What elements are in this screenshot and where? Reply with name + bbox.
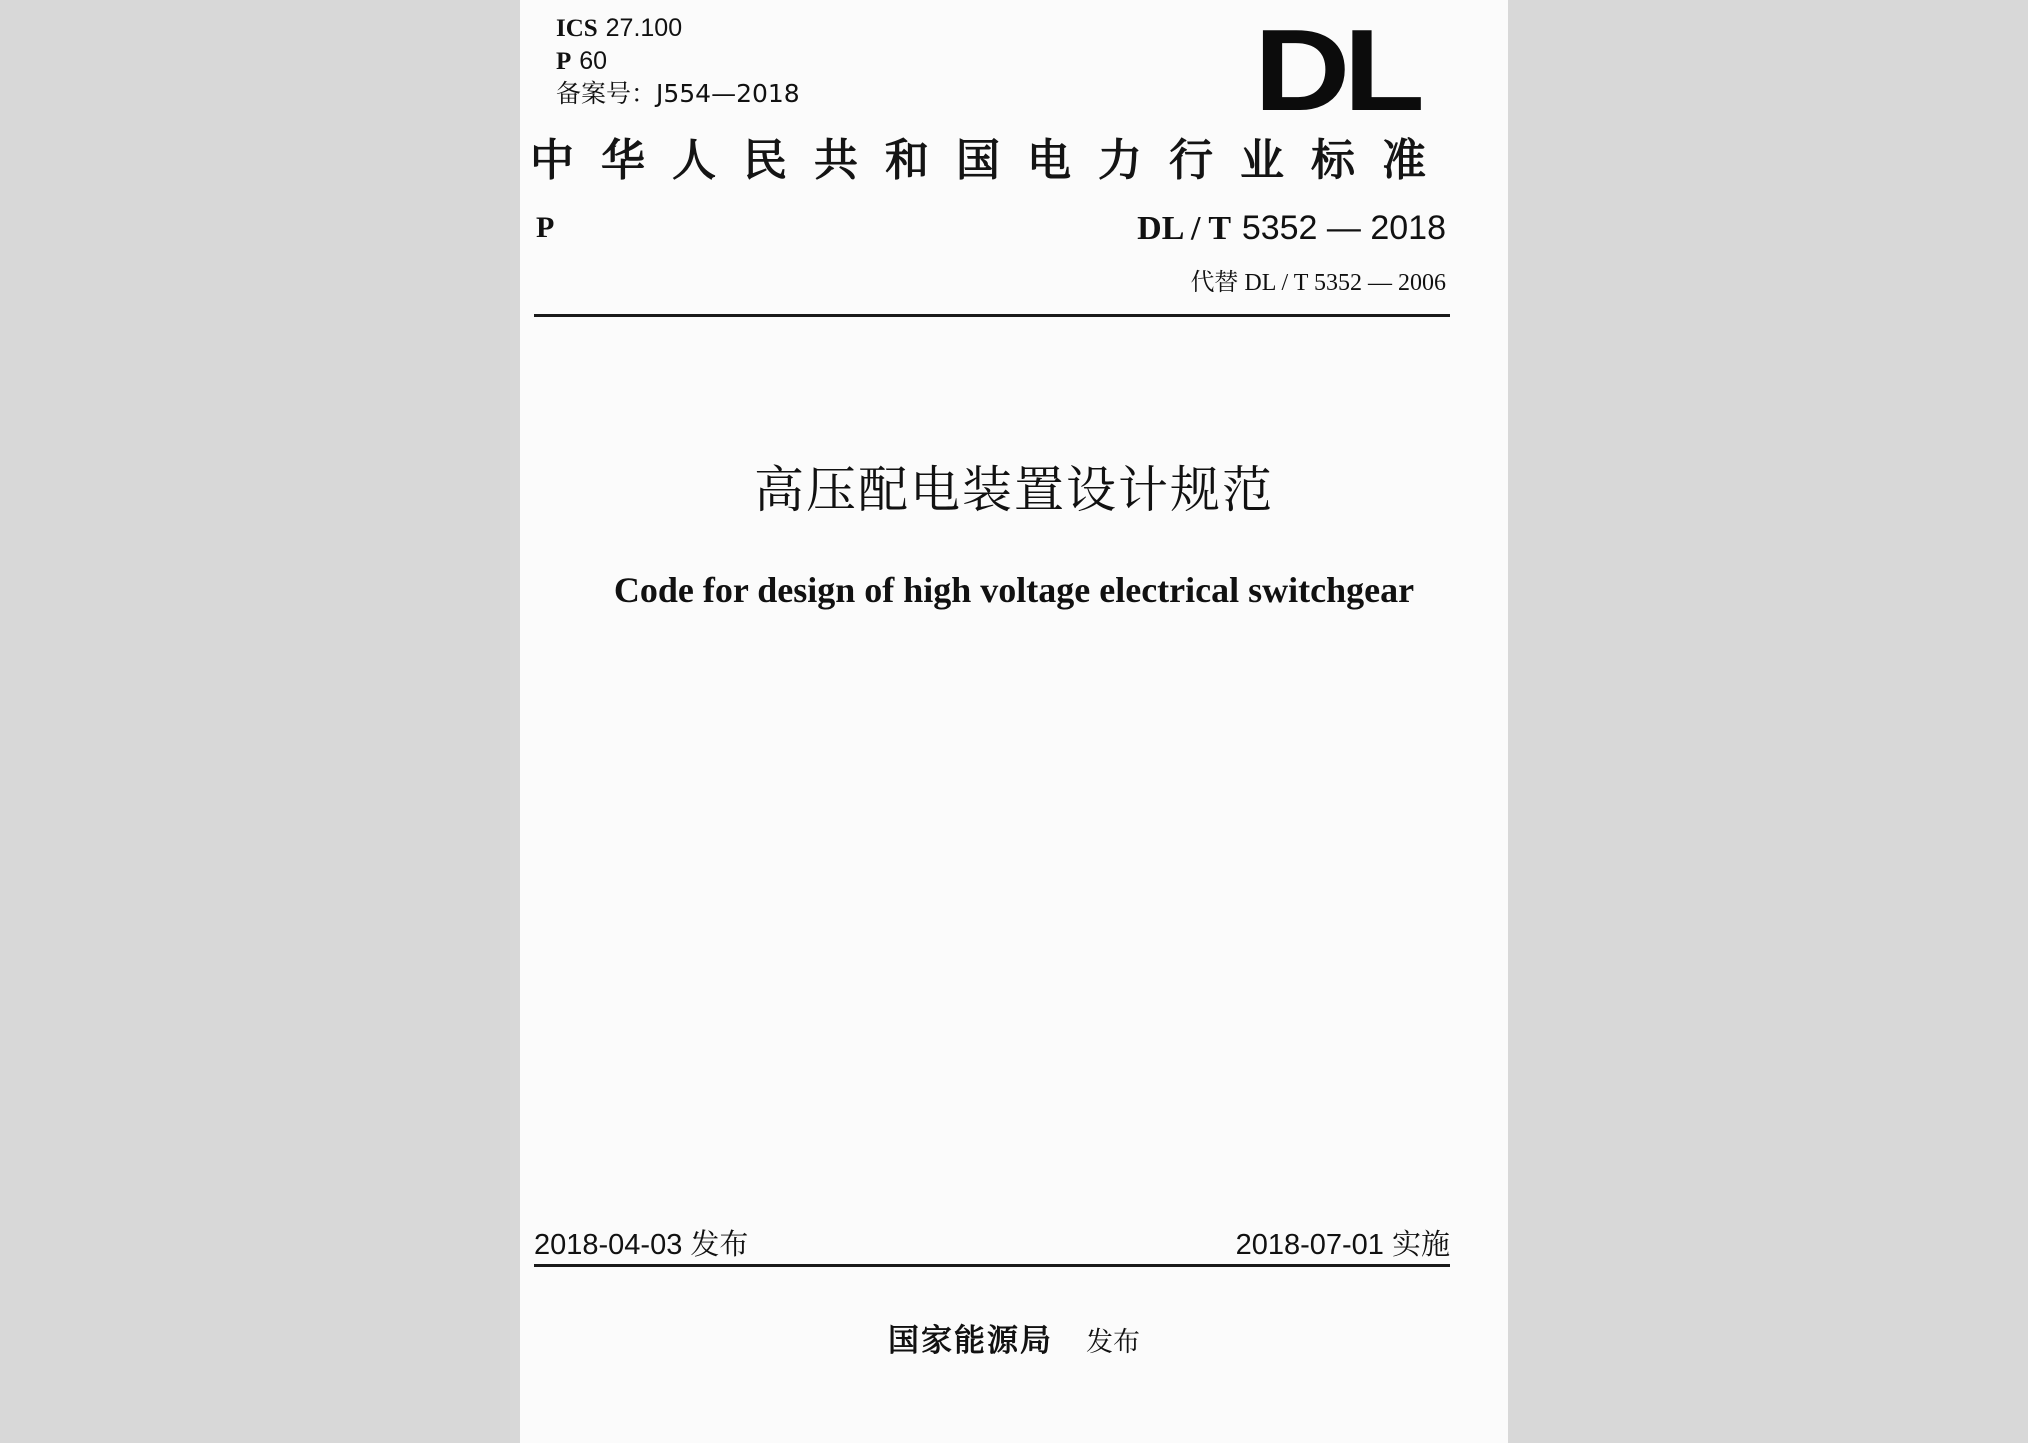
- classification-value: 60: [579, 47, 608, 75]
- effective-date: 2018-07-01 实施: [1235, 1229, 1450, 1261]
- classification-letter: P: [536, 211, 555, 244]
- standard-number: [1137, 208, 1446, 248]
- issue-date: 2018-04-03 发布: [534, 1229, 749, 1261]
- replaces-standard: 代替 DL / T 5352 — 2006: [1190, 270, 1446, 296]
- header-meta: [556, 12, 800, 110]
- filing-number: 备案号：J554—2018: [556, 79, 800, 108]
- document-cover: [520, 0, 1508, 1443]
- standard-number-value: 5352 — 2018: [1241, 209, 1446, 247]
- bottom-divider: [534, 1264, 1450, 1267]
- ics-prefix: ICS: [556, 15, 598, 42]
- classification-code: [556, 45, 800, 78]
- ics-code: [556, 12, 800, 45]
- publisher-action: 发布: [1086, 1327, 1141, 1358]
- top-divider: [534, 314, 1450, 317]
- ics-value: 27.100: [605, 14, 683, 42]
- classification-prefix: P: [556, 48, 572, 75]
- standard-number-prefix: DL / T: [1137, 210, 1232, 247]
- dl-logo: DL: [1254, 5, 1419, 135]
- publisher-line: [520, 1315, 1508, 1360]
- publisher-name: 国家能源局: [887, 1323, 1053, 1359]
- chinese-title: 高压配电装置设计规范: [754, 461, 1274, 519]
- english-title: Code for design of high voltage electrical switchgear: [613, 570, 1415, 610]
- standard-category-title: 中华人民共和国电力行业标准: [530, 135, 1453, 186]
